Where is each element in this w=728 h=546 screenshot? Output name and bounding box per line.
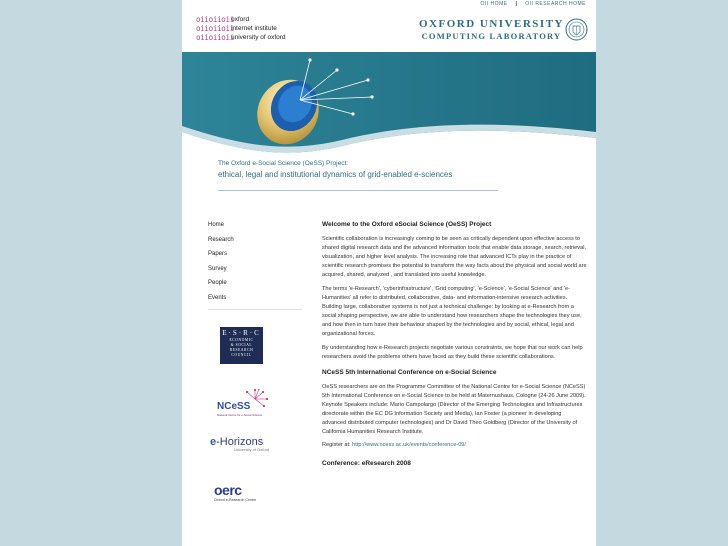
oii-logo-row — [196, 24, 286, 33]
section-heading: NCeSS 5th International Conference on e-Social Science — [322, 369, 497, 376]
paragraph: OeSS researchers are on the Programme Committee of the National Centre for e-Social Science (NCeSS) 5th International Conference on e-Social Science to be held at Maternushaus, Cologne (24-26 June 2009). Keynote Speakers include: Mario Campolargo (Director of the Emerging Technologies and Infrastructures directorate within the EC DG Information Society and Media), Ian Foster (a pioneer in developing advanced distributed computer technologies) and Dr David Theo Goldberg (Director of the University of California Humanities Research Institute. — [322, 384, 586, 435]
nav-item-home[interactable]: Home — [208, 222, 225, 228]
oii-text: university of oxford — [231, 33, 286, 41]
oii-bits: oiioiioii — [196, 23, 234, 33]
register-line — [322, 442, 587, 448]
oucl-subtitle: COMPUTING LABORATORY — [421, 31, 562, 41]
register-link[interactable]: http://www.ncess.ac.uk/events/conference-09/ — [352, 442, 466, 448]
ehorizons-rest: -Horizons — [216, 436, 264, 448]
paragraph: By understanding how e-Research projects negotiate various constraints, we hope that our work can help researchers avoid the problems others have faced as they build these scientific collaborations. — [322, 345, 583, 360]
oerc-tagline: Oxford e-Research Centre — [214, 498, 257, 502]
oii-logo-row — [196, 33, 286, 42]
oii-text: internet institute — [231, 24, 277, 32]
page-title: Welcome to the Oxford eSocial Science (OeSS) Project — [322, 221, 492, 228]
oucl-logo[interactable] — [419, 18, 564, 41]
ncess-logo[interactable] — [217, 389, 277, 419]
oii-logo-row — [196, 15, 286, 24]
ncess-wordmark: NCeSS — [217, 401, 251, 412]
divider — [208, 309, 302, 310]
esrc-line: COUNCIL — [231, 353, 252, 358]
ehorizons-logo[interactable] — [210, 436, 290, 452]
nav-item-survey[interactable]: Survey — [208, 265, 227, 272]
project-heading — [218, 160, 452, 179]
header — [182, 0, 596, 196]
oucl-title: OXFORD UNIVERSITY — [419, 18, 564, 30]
esrc-logo[interactable] — [220, 327, 263, 364]
register-label: Register at: — [322, 442, 351, 448]
esrc-line: ECONOMIC — [229, 338, 254, 342]
ncess-tagline: National Centre for e-Social Science — [217, 413, 263, 417]
ehorizons-e: e — [210, 436, 217, 448]
project-subtitle: ethical, legal and institutional dynamics of grid-enabled e-sciences — [218, 170, 453, 179]
oii-bits: oiioiioii — [196, 32, 234, 42]
nav-item-research[interactable]: Research — [208, 236, 234, 243]
oii-home-link[interactable]: OII HOME — [480, 1, 508, 7]
top-links — [481, 1, 586, 7]
ehorizons-tagline: University of Oxford — [234, 447, 270, 452]
sidebar-nav — [208, 221, 304, 310]
nav-item-papers[interactable]: Papers — [208, 251, 228, 257]
oii-logo[interactable] — [196, 15, 286, 42]
top-links-separator: | — [515, 1, 518, 7]
section-heading: Conference: eResearch 2008 — [322, 460, 411, 467]
divider — [218, 190, 498, 191]
oerc-logo[interactable] — [214, 482, 284, 502]
project-title: The Oxford e-Social Science (OeSS) Project: — [218, 160, 349, 167]
nav-item-events[interactable]: Events — [208, 294, 227, 301]
oii-text: oxford — [231, 15, 250, 23]
main-content — [322, 221, 587, 474]
paragraph: Scientific collaboration is increasingly coming to be seen as critically dependent upon effective access to shared digital research data and the advanced information tools that enable data storage, search, retrieval, visualization, and higher level analysis. The increasing role that advanced ICTs play in the practice of scientific research promises the potential to transform the way facts about the physical and social world are acquired, shared, analyzed , and translated into useful knowledge. — [322, 236, 587, 278]
esrc-line: & SOCIAL — [230, 343, 253, 348]
page — [182, 0, 596, 546]
nav-item-people[interactable]: People — [208, 280, 227, 286]
oii-bits: oiioiioii — [196, 14, 234, 24]
esrc-line: RESEARCH — [229, 348, 254, 353]
oxford-crest-icon — [565, 16, 588, 43]
oii-research-home-link[interactable]: OII RESEARCH HOME — [525, 1, 586, 7]
oerc-wordmark: oerc — [214, 482, 242, 498]
esrc-acronym: E·S·R·C — [222, 329, 261, 337]
paragraph: The terms 'e-Research', 'cyberinfrastructure', 'Grid computing', 'e-Science', 'e-Social Science' and 'e-Humanities' all refer to distributed, collaborative, data- and information-intensive research activities. Building large, collaborative systems is not just a technical challenge: by looking at e-Research from a social shaping perspective, we are able to understand how researchers shape the technologies they use, and how then in turn have their behaviour shaped by the technologies and by social, ethical, legal and organizational forces. — [322, 286, 582, 337]
